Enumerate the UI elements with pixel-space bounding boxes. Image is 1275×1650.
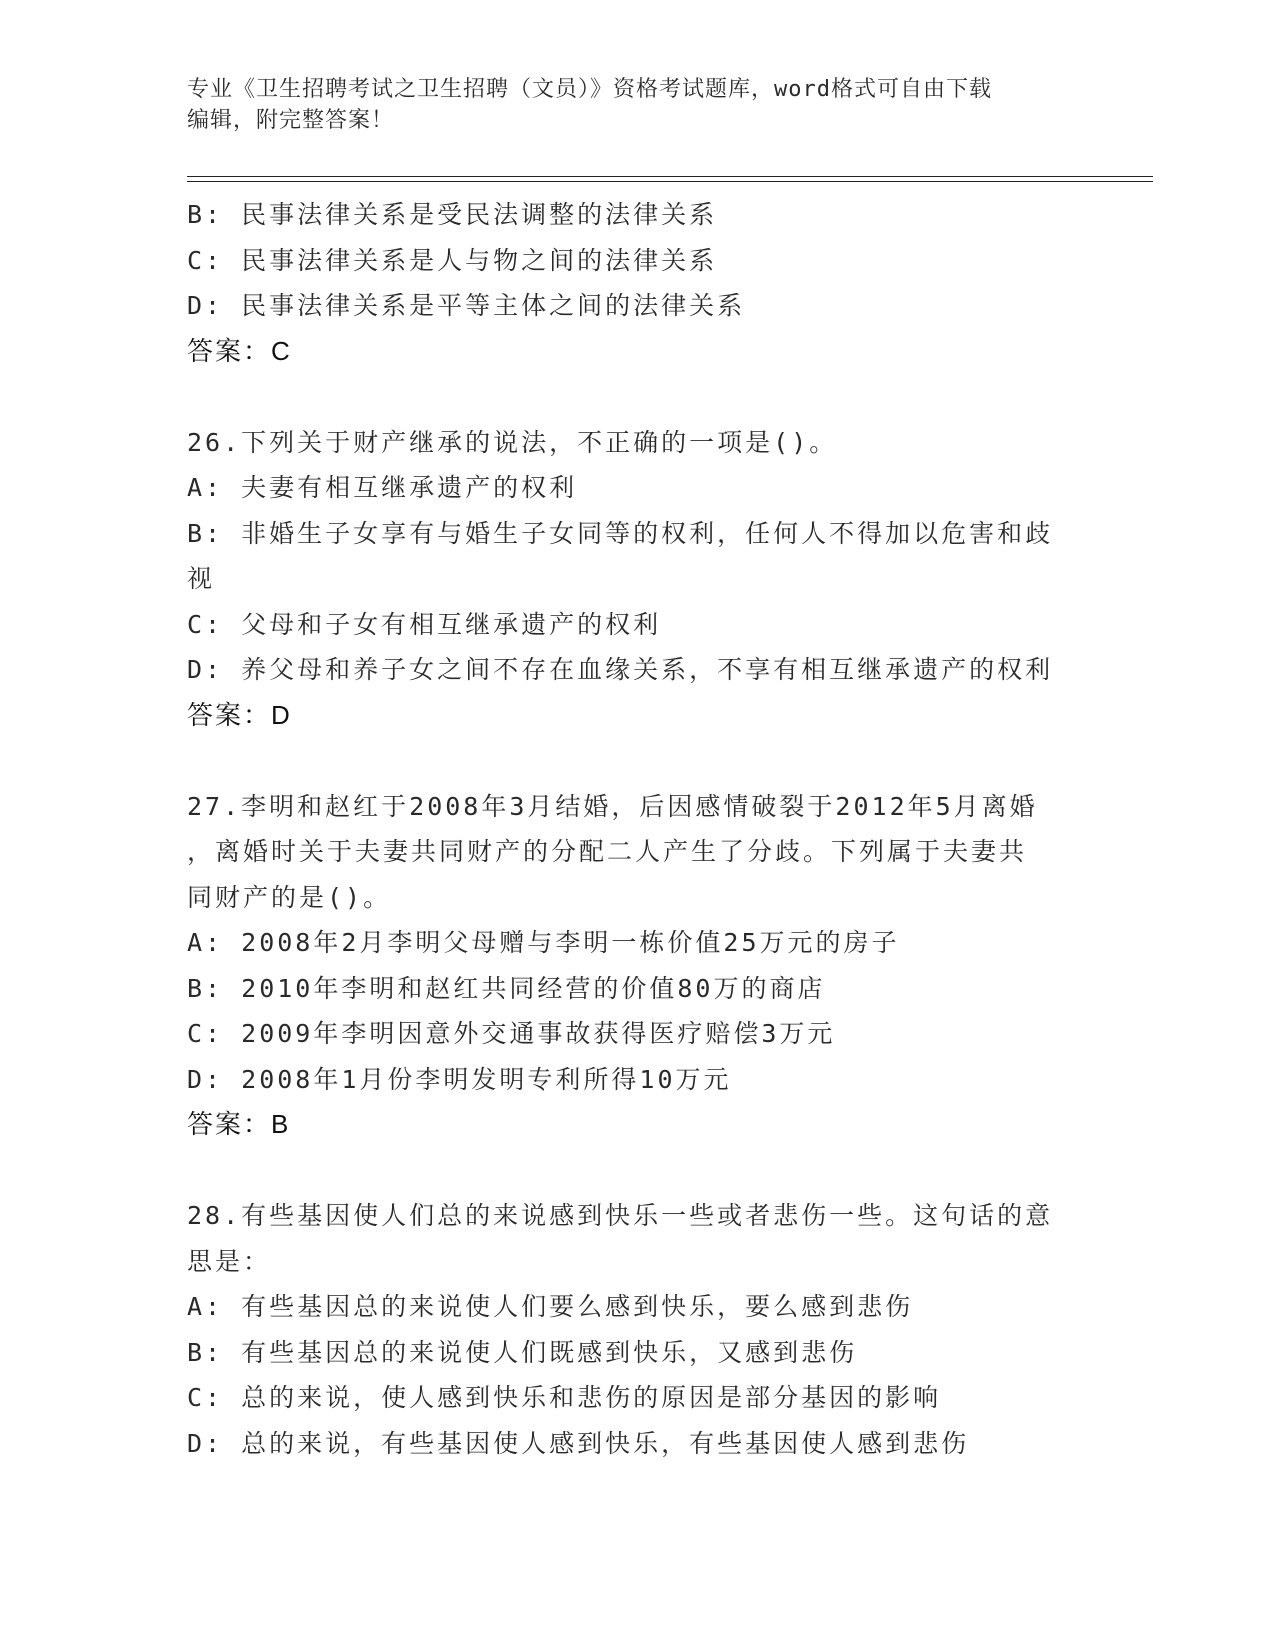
question-26 <box>187 420 1087 739</box>
q27-option-a: A: 2008年2月李明父母赠与李明一栋价值25万元的房子 <box>187 928 900 957</box>
q25-option-c: C: 民事法律关系是人与物之间的法律关系 <box>187 245 718 275</box>
q27-question-line-1: 27.李明和赵红于2008年3月结婚，后因感情破裂于2012年5月离婚 <box>187 791 1038 821</box>
q27-question-line-3: 同财产的是()。 <box>187 882 392 912</box>
q25-option-d: D: 民事法律关系是平等主体之间的法律关系 <box>187 291 746 320</box>
q27-option-c: C: 2009年李明因意外交通事故获得医疗赔偿3万元 <box>187 1019 836 1048</box>
q28-option-d: D: 总的来说，有些基因使人感到快乐，有些基因使人感到悲伤 <box>187 1428 970 1458</box>
q27-answer: 答案：B <box>187 1109 291 1139</box>
q25-answer: 答案：C <box>187 335 292 366</box>
q27-question-line-2: ，离婚时关于夫妻共同财产的分配二人产生了分歧。下列属于夫妻共 <box>187 837 1028 866</box>
q26-option-a: A: 夫妻有相互继承遗产的权利 <box>187 473 578 502</box>
q28-option-b: B: 有些基因总的来说使人们既感到快乐，又感到悲伤 <box>187 1337 858 1367</box>
q26-question: 26.下列关于财产继承的说法，不正确的一项是()。 <box>187 427 838 457</box>
q28-option-c: C: 总的来说，使人感到快乐和悲伤的原因是部分基因的影响 <box>187 1383 942 1412</box>
spacer <box>187 374 1087 420</box>
question-28 <box>187 1193 1087 1466</box>
header-rule-top <box>187 176 1153 177</box>
header-rule-bottom <box>187 181 1153 182</box>
q27-option-d: D: 2008年1月份李明发明专利所得10万元 <box>187 1064 732 1094</box>
header-line-1: 专业《卫生招聘考试之卫生招聘（文员）》资格考试题库，word格式可自由下载 <box>187 77 992 102</box>
question-25 <box>187 192 1087 374</box>
spacer <box>187 738 1087 784</box>
q26-option-b-line-2: 视 <box>187 564 216 593</box>
question-27 <box>187 784 1087 1148</box>
q25-option-b: B: 民事法律关系是受民法调整的法律关系 <box>187 200 718 229</box>
q26-option-d: D: 养父母和养子女之间不存在血缘关系，不享有相互继承遗产的权利 <box>187 655 1054 684</box>
q26-option-b-line-1: B: 非婚生子女享有与婚生子女同等的权利，任何人不得加以危害和歧 <box>187 518 1054 548</box>
question-list <box>187 192 1087 1466</box>
q26-option-c: C: 父母和子女有相互继承遗产的权利 <box>187 609 662 639</box>
q27-option-b: B: 2010年李明和赵红共同经营的价值80万的商店 <box>187 973 826 1003</box>
document-header <box>187 74 1067 136</box>
header-line-2: 编辑，附完整答案！ <box>187 108 395 133</box>
q26-answer: 答案：D <box>187 699 292 730</box>
spacer <box>187 1148 1087 1194</box>
q28-option-a: A: 有些基因总的来说使人们要么感到快乐，要么感到悲伤 <box>187 1292 914 1321</box>
q28-question-line-2: 思是： <box>187 1246 272 1276</box>
q28-question-line-1: 28.有些基因使人们总的来说感到快乐一些或者悲伤一些。这句话的意 <box>187 1201 1054 1230</box>
